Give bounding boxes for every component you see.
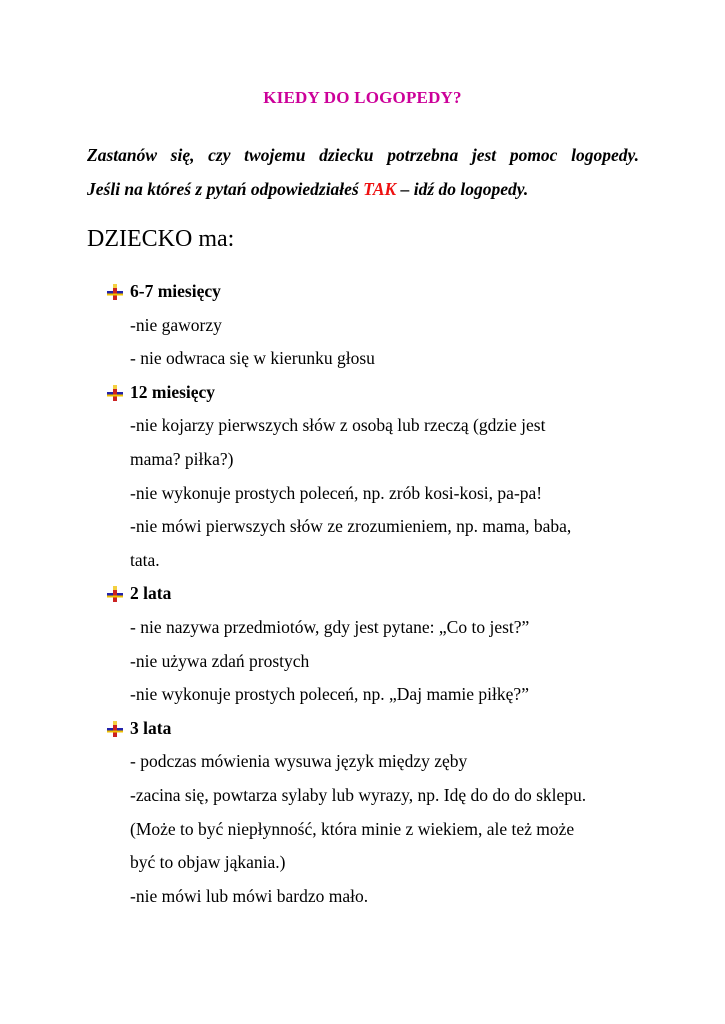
book-bullet-icon xyxy=(106,385,124,401)
intro-line-2-text: Jeśli na któreś z pytań odpowiedziałeś xyxy=(87,179,364,199)
age-group-label-text: 6-7 miesięcy xyxy=(130,281,221,301)
symptom-line: -nie wykonuje prostych poleceń, np. „Daj mamie piłkę?” xyxy=(130,684,529,705)
highlight-tak: TAK xyxy=(363,179,397,199)
book-bullet-icon xyxy=(106,721,124,737)
age-group-label-text: 2 lata xyxy=(130,583,172,604)
intro-line-2-end: – idź do logopedy. xyxy=(396,179,529,199)
symptom-line: - podczas mówienia wysuwa język między zęby xyxy=(130,751,468,772)
symptom-line: -nie gaworzy xyxy=(130,314,222,335)
section-heading: DZIECKO ma: xyxy=(87,226,235,252)
page-title: KIEDY DO LOGOPEDY? xyxy=(263,88,462,107)
intro-line-2 xyxy=(87,172,639,207)
age-group-2-years xyxy=(106,577,666,711)
symptom-line: -nie używa zdań prostych xyxy=(130,650,310,671)
symptom-line: (Może to być niepłynność, która minie z wiekiem, ale też może xyxy=(130,818,575,839)
symptom-line: mama? piłka?) xyxy=(130,448,234,469)
age-group-label-text: 12 miesięcy xyxy=(130,381,216,402)
age-group-6-7-months xyxy=(106,275,666,376)
symptom-line: - nie nazywa przedmiotów, gdy jest pytane: „Co to jest?” xyxy=(130,616,530,637)
age-group-label xyxy=(106,376,666,410)
book-bullet-icon xyxy=(106,586,124,602)
symptom-line: -nie kojarzy pierwszych słów z osobą lub rzeczą (gdzie jest xyxy=(130,415,546,436)
symptom-line: -zacina się, powtarza sylaby lub wyrazy, np. Idę do do do sklepu. xyxy=(130,784,587,805)
age-group-label xyxy=(106,712,666,746)
age-group-label xyxy=(106,577,666,611)
age-group-3-years xyxy=(106,712,666,914)
symptom-line: -nie mówi lub mówi bardzo mało. xyxy=(130,885,369,906)
age-group-label xyxy=(106,275,666,309)
symptom-line: - nie odwraca się w kierunku głosu xyxy=(130,348,375,369)
book-bullet-icon xyxy=(106,284,124,300)
intro-line-1: Zastanów się, czy twojemu dziecku potrzebna jest pomoc logopedy. xyxy=(87,145,639,165)
symptom-line: tata. xyxy=(130,549,160,570)
age-group-12-months xyxy=(106,376,666,578)
symptom-line: -nie wykonuje prostych poleceń, np. zrób kosi-kosi, pa-pa! xyxy=(130,482,543,503)
symptom-line: być to objaw jąkania.) xyxy=(130,852,286,873)
age-group-label-text: 3 lata xyxy=(130,717,172,738)
symptom-line: -nie mówi pierwszych słów ze zrozumieniem, np. mama, baba, xyxy=(130,516,572,537)
